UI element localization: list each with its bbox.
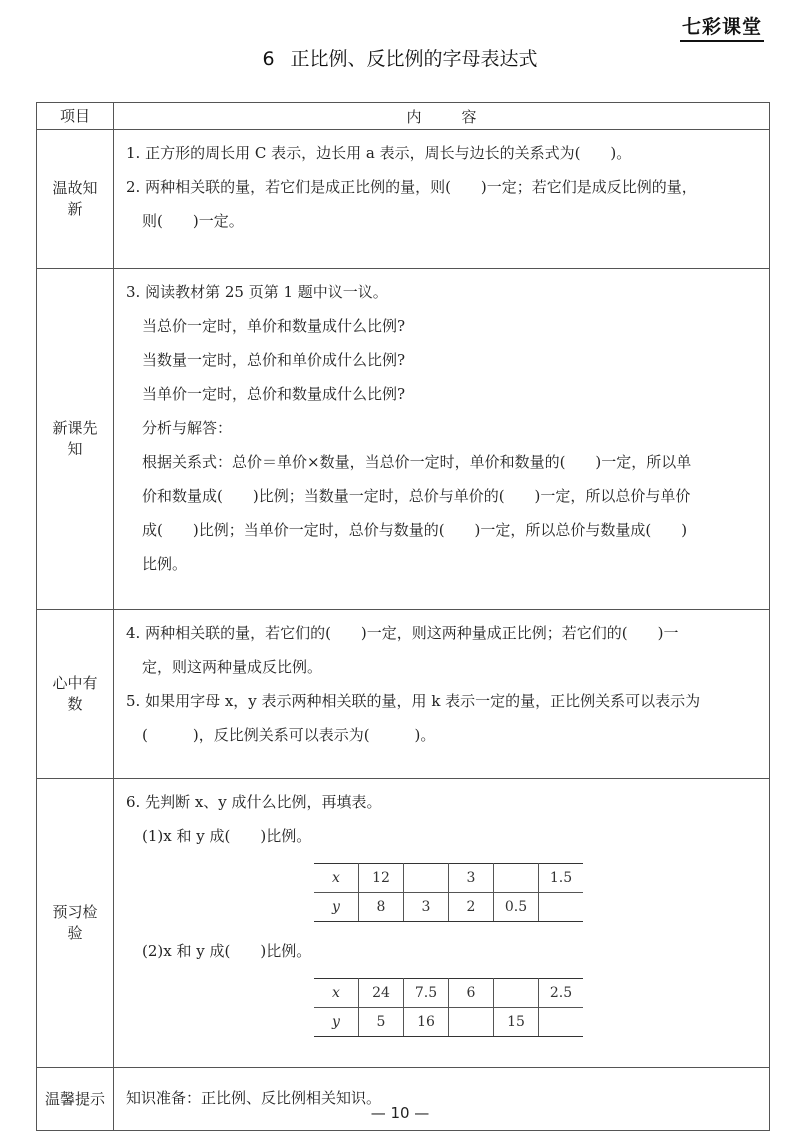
brand-logo: 七彩课堂 — [680, 12, 764, 42]
in-mind-row — [37, 610, 770, 779]
table-cell: 15 — [494, 1008, 539, 1037]
answer-line-2[interactable]: 价和数量成( )比例；当数量一定时，总价与单价的( )一定，所以总价与单价 — [142, 487, 691, 505]
sub-question-1: 当总价一定时，单价和数量成什么比例? — [142, 317, 406, 335]
tips-label: 温馨提示 — [37, 1068, 114, 1131]
header-item: 项目 — [37, 103, 114, 130]
answer-line-1[interactable]: 根据关系式：总价＝单价×数量，当总价一定时，单价和数量的( )一定，所以单 — [142, 453, 692, 471]
table-cell[interactable] — [494, 979, 539, 1008]
sub-question-3: 当单价一定时，总价和数量成什么比例? — [142, 385, 406, 403]
part-2[interactable]: (2)x 和 y 成( )比例。 — [142, 942, 312, 960]
table-2 — [314, 978, 583, 1037]
table-cell: x — [314, 979, 359, 1008]
sub-question-2: 当数量一定时，总价和单价成什么比例? — [142, 351, 406, 369]
header-content: 内容 — [114, 103, 770, 130]
table-cell: 24 — [359, 979, 404, 1008]
review-content — [114, 130, 770, 269]
table-cell: y — [314, 893, 359, 922]
in-mind-content — [114, 610, 770, 779]
page-title — [0, 44, 800, 71]
question-2-line-2[interactable]: 则( )一定。 — [142, 212, 244, 230]
preview-content — [114, 779, 770, 1068]
worksheet-table — [36, 102, 770, 1131]
table-cell: 0.5 — [494, 893, 539, 922]
review-label: 温故知新 — [37, 130, 114, 269]
analysis-heading: 分析与解答： — [142, 419, 233, 437]
table-cell: 5 — [359, 1008, 404, 1037]
table-1-row-y — [314, 893, 583, 922]
header-row — [37, 103, 770, 130]
table-cell: y — [314, 1008, 359, 1037]
table-cell: 3 — [404, 893, 449, 922]
new-lesson-label: 新课先知 — [37, 269, 114, 610]
preview-label: 预习检验 — [37, 779, 114, 1068]
table-1-row-x — [314, 864, 583, 893]
table-cell: x — [314, 864, 359, 893]
table-cell: 6 — [449, 979, 494, 1008]
table-cell: 2 — [449, 893, 494, 922]
question-6: 6. 先判断 x、y 成什么比例，再填表。 — [126, 793, 382, 811]
table-2-row-y — [314, 1008, 583, 1037]
table-cell: 2.5 — [539, 979, 584, 1008]
part-1[interactable]: (1)x 和 y 成( )比例。 — [142, 827, 312, 845]
lesson-title: 正比例、反比例的字母表达式 — [290, 48, 538, 70]
table-cell[interactable] — [404, 864, 449, 893]
table-cell: 16 — [404, 1008, 449, 1037]
table-1 — [314, 863, 583, 922]
new-lesson-row — [37, 269, 770, 610]
table-2-row-x — [314, 979, 583, 1008]
tips-text: 知识准备：正比例、反比例相关知识。 — [126, 1089, 382, 1107]
table-cell: 3 — [449, 864, 494, 893]
table-cell[interactable] — [539, 1008, 584, 1037]
question-4-line-2: 定，则这两种量成反比例。 — [142, 658, 323, 676]
answer-line-3[interactable]: 成( )比例；当单价一定时，总价与数量的( )一定，所以总价与数量成( ) — [142, 521, 688, 539]
question-2-line-1[interactable]: 2. 两种相关联的量，若它们是成正比例的量，则( )一定；若它们是成反比例的量， — [126, 178, 697, 196]
question-4-line-1[interactable]: 4. 两种相关联的量，若它们的( )一定，则这两种量成正比例；若它们的( )一 — [126, 624, 679, 642]
table-cell[interactable] — [494, 864, 539, 893]
question-3: 3. 阅读教材第 25 页第 1 题中议一议。 — [126, 283, 388, 301]
question-5-line-2[interactable]: ( )，反比例关系可以表示为( )。 — [142, 726, 436, 744]
lesson-number: 6 — [262, 48, 275, 70]
preview-row — [37, 779, 770, 1068]
table-cell: 1.5 — [539, 864, 584, 893]
question-1[interactable]: 1. 正方形的周长用 C 表示，边长用 a 表示，周长与边长的关系式为( )。 — [126, 144, 632, 162]
page-number: — 10 — — [370, 1104, 430, 1122]
answer-line-4: 比例。 — [142, 555, 188, 573]
new-lesson-content — [114, 269, 770, 610]
question-5-line-1: 5. 如果用字母 x，y 表示两种相关联的量，用 k 表示一定的量，正比例关系可以表示为 — [126, 692, 701, 710]
review-row — [37, 130, 770, 269]
table-cell[interactable] — [449, 1008, 494, 1037]
table-cell: 12 — [359, 864, 404, 893]
table-cell: 8 — [359, 893, 404, 922]
in-mind-label: 心中有数 — [37, 610, 114, 779]
table-cell: 7.5 — [404, 979, 449, 1008]
table-cell[interactable] — [539, 893, 584, 922]
